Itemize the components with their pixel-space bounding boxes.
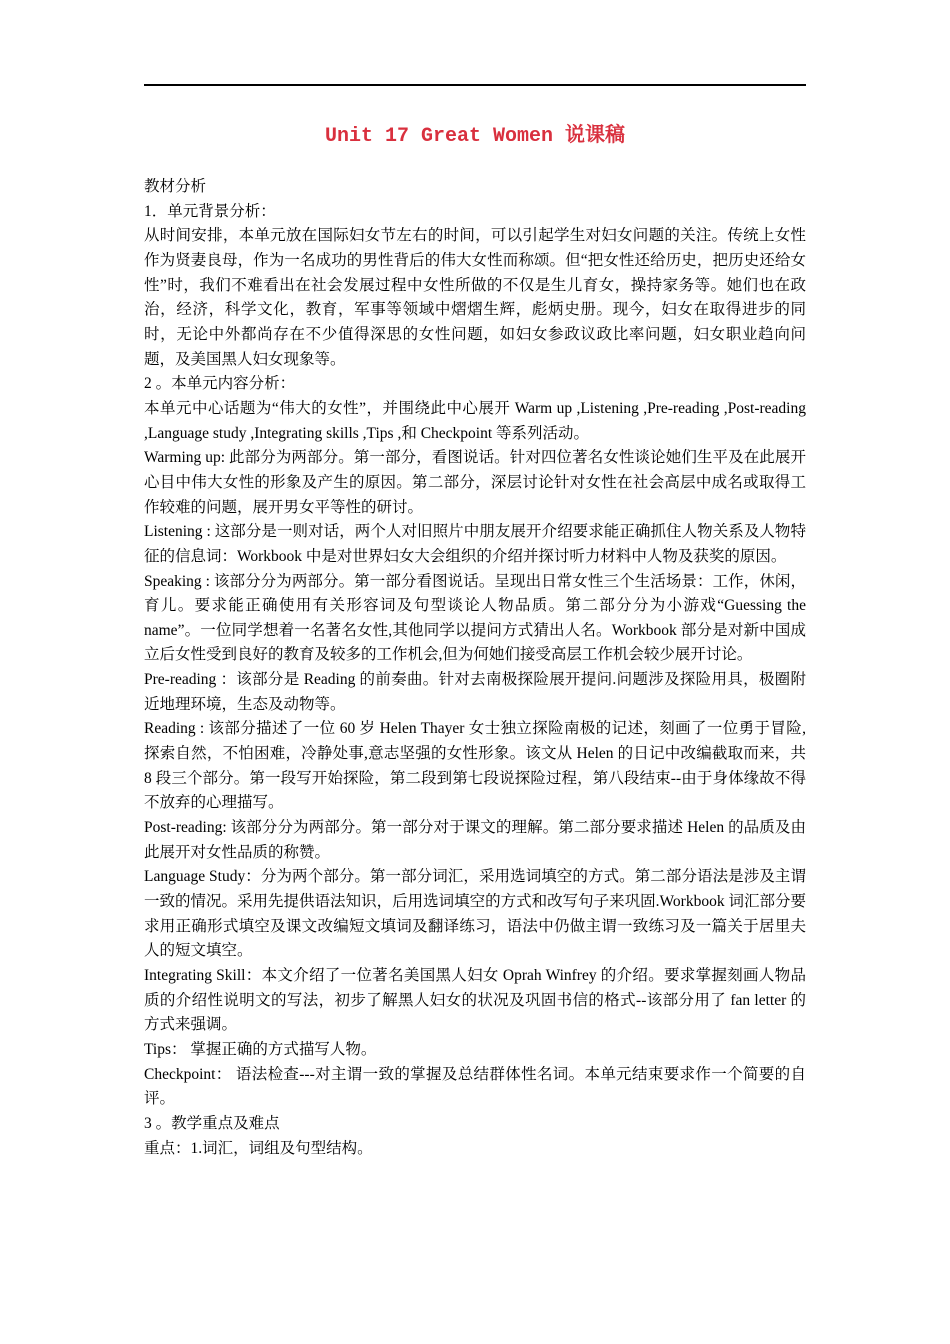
paragraph-3: 2 。本单元内容分析： [144,375,296,393]
paragraph-15: 3 。教学重点及难点 [144,1114,280,1132]
section-heading: 教材分析 [144,178,207,195]
paragraph-6: Listening : 这部分是一则对话，两个人对旧照片中朋友展开介绍要求能正确抓住人物关系及人物特征的信息词：Workbook 中是对世界妇女大会组织的介绍并探讨听力材料中人物及获奖的原因。 [144,523,806,565]
paragraph-9: Reading : 该部分描述了一位 60 岁 Helen Thayer 女士独立探险南极的记述，刻画了一位勇于冒险,探索自然，不怕困难，冷静处事,意志坚强的女性形象。该文从 Helen 的日记中改编截取而来，共 8 段三个部分。第一段写开始探险，第二段到第七段说探险过程，第八段结束--由于身体缘故不得不放弃的心理描写。 [144,720,806,812]
paragraph-1: 1．单元背景分析： [144,202,276,220]
paragraph-13: Tips： 掌握正确的方式描写人物。 [144,1040,377,1058]
paragraph-14: Checkpoint： 语法检查---对主谓一致的掌握及总结群体性名词。本单元结束要求作一个简要的自评。 [144,1065,806,1108]
paragraph-16: 重点：1.词汇，词组及句型结构。 [144,1139,373,1157]
document-body [144,175,806,1161]
document-title: Unit 17 Great Women 说课稿 [324,125,626,148]
paragraph-5: Warming up: 此部分为两部分。第一部分，看图说话。针对四位著名女性谈论她们生平及在此展开心目中伟大女性的形象及产生的原因。第二部分，深层讨论针对女性在社会高层中成名或取得工作较难的问题，展开男女平等性的研讨。 [144,449,806,516]
header-rule [144,84,806,86]
paragraph-4: 本单元中心话题为“伟大的女性”，并围绕此中心展开 Warm up ,Listening ,Pre-reading ,Post-reading ,Language study ,Integrating skills ,Tips ,和 Checkpoint 等系列活动。 [144,399,806,442]
paragraph-12: Integrating Skill：本文介绍了一位著名美国黑人妇女 Oprah Winfrey 的介绍。要求掌握刻画人物品质的介绍性说明文的写法，初步了解黑人妇女的状况及巩固书信的格式--该部分用了 fan letter 的方式来强调。 [144,967,806,1034]
paragraph-8: Pre-reading ：该部分是 Reading 的前奏曲。针对去南极探险展开提问.问题涉及探险用具，极圈附近地理环境，生态及动物等。 [144,671,806,713]
paragraph-2: 从时间安排，本单元放在国际妇女节左右的时间，可以引起学生对妇女问题的关注。传统上女性作为贤妻良母，作为一名成功的男性背后的伟大女性而称颂。但“把女性还给历史，把历史还给女性”时，我们不难看出在社会发展过程中女性所做的不仅是生儿育女，操持家务等。她们也在政治，经济，科学文化，教育，军事等领域中熠熠生辉，彪炳史册。现今，妇女在取得进步的同时，无论中外都尚存在不少值得深思的女性问题，如妇女参政议政比率问题，妇女职业趋向问题，及美国黑人妇女现象等。 [144,227,806,368]
paragraph-7: Speaking : 该部分分为两部分。第一部分看图说话。呈现出日常女性三个生活场景：工作，休闲，育儿。要求能正确使用有关形容词及句型谈论人物品质。第二部分分为小游戏“Guessing the name”。一位同学想着一名著名女性,其他同学以提问方式猜出人名。Workbook 部分是对新中国成立后女性受到良好的教育及较多的工作机会,但为何她们接受高层工作机会较少展开讨论。 [144,572,806,664]
paragraph-10: Post-reading: 该部分分为两部分。第一部分对于课文的理解。第二部分要求描述 Helen 的品质及由此展开对女性品质的称赞。 [144,819,806,861]
paragraph-11: Language Study：分为两个部分。第一部分词汇，采用选词填空的方式。第二部分语法是涉及主谓一致的情况。采用先提供语法知识，后用选词填空的方式和改写句子来巩固.Workbook 词汇部分要求用正确形式填空及课文改编短文填词及翻译练习，语法中仍做主谓一致练习及一篇关于居里夫人的短文填空。 [144,868,806,960]
